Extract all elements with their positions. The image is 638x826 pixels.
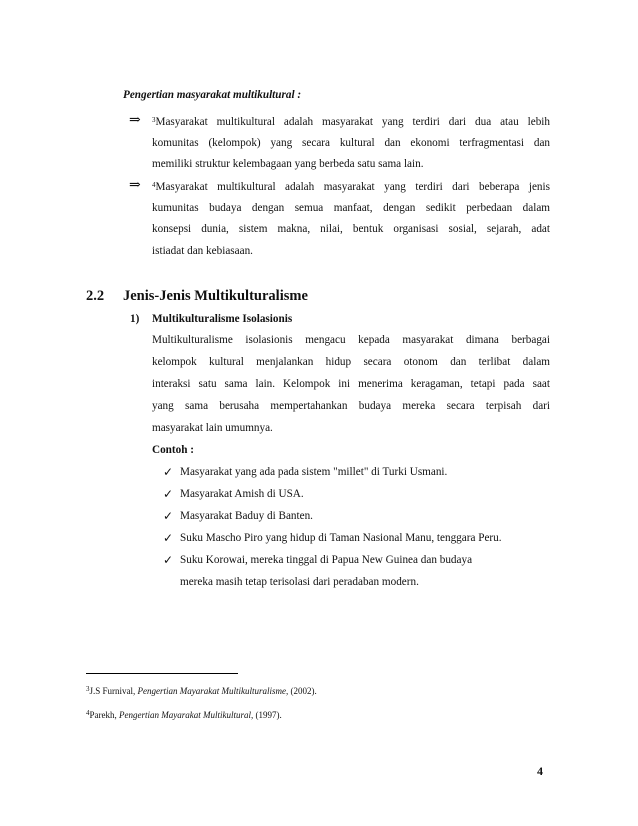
example-item-3: Masyarakat Baduy di Banten. [180,510,313,522]
double-right-arrow-icon: ⇒ [129,178,141,193]
check-mark-icon: ✓ [163,509,174,523]
examples-label: Contoh : [152,444,194,456]
example-item-2: Masyarakat Amish di USA. [180,488,304,500]
subsection-number: 1) [130,313,140,325]
example-item-5-continuation: mereka masih tetap terisolasi dari peradaban modern. [180,576,419,588]
definition-item-2-line-2: kumunitas budaya dengan semua manfaat, dengan sedikit perbedaan dalam [152,202,550,214]
example-item-4: Suku Mascho Piro yang hidup di Taman Nasional Manu, tenggara Peru. [180,532,502,544]
footnote-4: $^4$Parekh, Pengertian Mayarakat Multikultural, (1997). [86,709,282,720]
definition-item-2-line-4: istiadat dan kebiasaan. [152,245,253,257]
footnote-3: $^3$J.S Furnival, Pengertian Mayarakat Multikulturalisme, (2002). [86,685,317,696]
check-mark-icon: ✓ [163,553,174,567]
paragraph-line-5: masyarakat lain umumnya. [152,422,273,434]
page-number: 4 [537,764,543,778]
definition-item-1-line-1: $^3$Masyarakat multikultural adalah masyarakat yang terdiri dari dua atau lebih [152,116,550,128]
paragraph-line-3: interaksi satu sama lain. Kelompok ini menerima keragaman, tetapi pada saat [152,378,550,390]
example-item-5: Suku Korowai, mereka tinggal di Papua New Guinea dan budaya [180,554,473,566]
paragraph-line-1: Multikulturalisme isolasionis mengacu kepada masyarakat dimana berbagai [152,334,550,346]
definition-item-1-line-2: komunitas (kelompok) yang secara kultural dan ekonomi terfragmentasi dan [152,137,550,149]
paragraph-line-4: yang sama berusaha mempertahankan budaya mereka secara terpisah dari [152,400,550,412]
paragraph-line-2: kelompok kultural menjalankan hidup secara otonom dan terlibat dalam [152,356,550,368]
check-mark-icon: ✓ [163,531,174,545]
example-item-1: Masyarakat yang ada pada sistem "millet" di Turki Usmani. [180,466,448,478]
subsection-title: Multikulturalisme Isolasionis [152,313,293,325]
section-title: Jenis-Jenis Multikulturalisme [123,288,308,304]
check-mark-icon: ✓ [163,465,174,479]
definition-item-2-line-1: $^4$Masyarakat multikultural adalah masyarakat yang terdiri dari beberapa jenis [152,181,550,193]
definition-item-1-line-3: memiliki struktur kelembagaan yang berbeda satu sama lain. [152,158,424,170]
definition-title: Pengertian masyarakat multikultural : [123,89,302,101]
definition-item-2-line-3: konsepsi dunia, sistem makna, nilai, bentuk organisasi sosial, sejarah, adat [152,223,550,235]
footnote-ref-4: 4 [152,181,156,189]
section-number: 2.2 [86,288,105,304]
footnote-separator [86,673,238,674]
check-mark-icon: ✓ [163,487,174,501]
footnote-ref-3: 3 [152,116,156,124]
double-right-arrow-icon: ⇒ [129,113,141,128]
